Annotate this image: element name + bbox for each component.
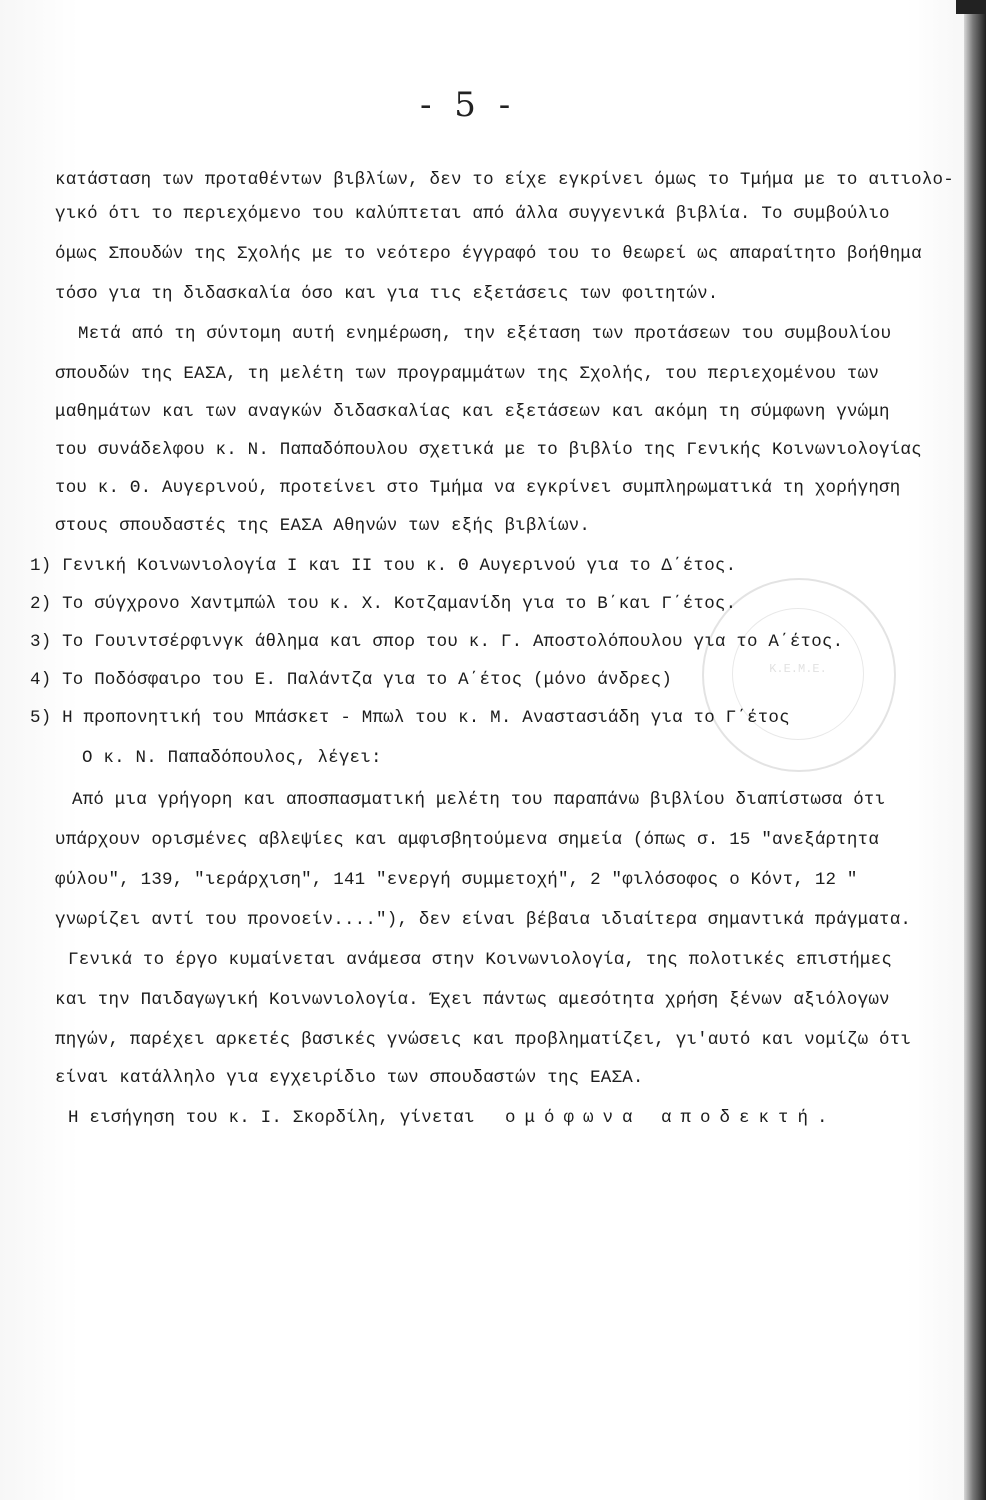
decision-line: Η εισήγηση του κ. Ι. Σκορδίλη, γίνεται — [68, 1108, 475, 1128]
text-line: Μετά από τη σύντομη αυτή ενημέρωση, την εξέταση των προτάσεων του συμβουλίου — [78, 324, 892, 344]
list-item: 4) Το Ποδόσφαιρο του Ε. Παλάντζα για το Α΄έτος (μόνο άνδρες) — [30, 670, 673, 690]
list-item: 1) Γενική Κοινωνιολογία Ι και ΙΙ του κ. Θ Αυγερινού για το Δ΄έτος. — [30, 556, 737, 576]
speaker-line: Ο κ. Ν. Παπαδόπουλος, λέγει: — [82, 748, 382, 768]
text-line: μαθημάτων και των αναγκών διδασκαλίας και εξετάσεων και ακόμη τη σύμφωνη γνώμη — [55, 402, 890, 422]
text-line: σπουδών της ΕΑΣΑ, τη μελέτη των προγραμμάτων της Σχολής, του περιεχομένου των — [55, 364, 880, 384]
text-line: όμως Σπουδών της Σχολής με το νεότερο έγγραφό του το θεωρεί ως απαραίτητο βοήθημα — [55, 244, 922, 264]
text-line: στους σπουδαστές της ΕΑΣΑ Αθηνών των εξής βιβλίων. — [55, 516, 591, 536]
text-line: Από μια γρήγορη και αποσπασματική μελέτη του παραπάνω βιβλίου διαπίστωσα ότι — [72, 790, 886, 810]
list-item: 3) Το Γουιντσέρφινγκ άθλημα και σπορ του κ. Γ. Αποστολόπουλου για το Α΄έτος. — [30, 632, 844, 652]
text-line: και την Παιδαγωγική Κοινωνιολογία. Έχει πάντως αμεσότητα χρήση ξένων αξιόλογων — [55, 990, 890, 1010]
scan-edge — [964, 0, 986, 1500]
decision-emphasis: ομόφωνα αποδεκτή. — [505, 1108, 837, 1128]
text-line: του κ. Θ. Αυγερινού, προτείνει στο Τμήμα να εγκρίνει συμπληρωματικά τη χορήγηση — [55, 478, 901, 498]
list-item: 2) Το σύγχρονο Χαντμπώλ του κ. Χ. Κοτζαμανίδη για το Β΄και Γ΄έτος. — [30, 594, 737, 614]
text-line: του συνάδελφου κ. Ν. Παπαδόπουλου σχετικά με το βιβλίο της Γενικής Κοινωνιολογίας — [55, 440, 922, 460]
text-line: γνωρίζει αντί του προνοείν...."), δεν είναι βέβαια ιδιαίτερα σημαντικά πράγματα. — [55, 910, 912, 930]
text-line: γικό ότι το περιεχόμενο του καλύπτεται από άλλα συγγενικά βιβλία. Το συμβούλιο — [55, 204, 890, 224]
text-line: φύλου", 139, "ιεράρχιση", 141 "ενεργή συμμετοχή", 2 "φιλόσοφος ο Κόντ, 12 " — [55, 870, 858, 890]
text-line: υπάρχουν ορισμένες αβλεψίες και αμφισβητούμενα σημεία (όπως σ. 15 "ανεξάρτητα — [55, 830, 880, 850]
page-number: - 5 - — [420, 85, 517, 125]
faint-stamp: Κ.Ε.Μ.Ε. — [702, 578, 896, 772]
text-line: Γενικά το έργο κυμαίνεται ανάμεσα στην Κοινωνιολογία, της πολοτικές επιστήμες — [68, 950, 893, 970]
text-line: τόσο για τη διδασκαλία όσο και για τις εξετάσεις των φοιτητών. — [55, 284, 719, 304]
text-line: κατάσταση των προταθέντων βιβλίων, δεν το είχε εγκρίνει όμως το Τμήμα με το αιτιολο- — [55, 170, 954, 190]
scan-corner — [956, 0, 986, 14]
list-item: 5) Η προπονητική του Μπάσκετ - Μπωλ του κ. Μ. Αναστασιάδη για το Γ΄έτος — [30, 708, 790, 728]
text-line: πηγών, παρέχει αρκετές βασικές γνώσεις και προβληματίζει, γι'αυτό και νομίζω ότι — [55, 1030, 912, 1050]
text-line: είναι κατάλληλο για εγχειρίδιο των σπουδαστών της ΕΑΣΑ. — [55, 1068, 644, 1088]
